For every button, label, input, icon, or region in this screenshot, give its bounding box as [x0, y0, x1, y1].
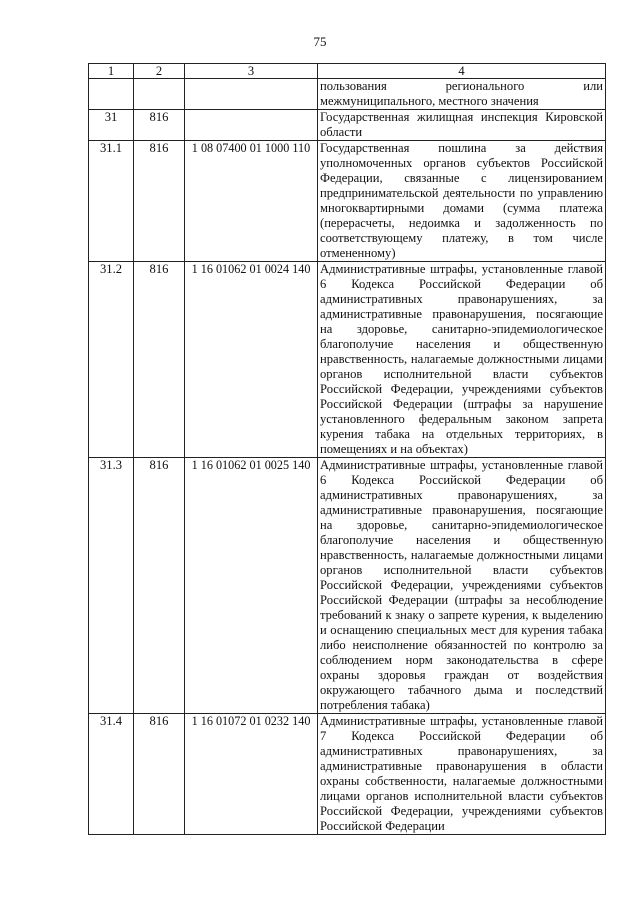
admin-code: 816	[134, 262, 185, 458]
revenue-code	[185, 79, 318, 110]
header-col-2: 2	[134, 64, 185, 79]
row-number	[89, 79, 134, 110]
table-row	[89, 110, 606, 141]
revenue-description: Государственная пошлина за действия уполномоченных органов субъектов Российской Федерации, связанные с лицензированием предпринимательской деятельности по управлению многоквартирными домами (сумма платежа (перерасчеты, недоимка и задолженность по соответствующему платежу, в том числе отмененному)	[318, 141, 606, 262]
header-col-4: 4	[318, 64, 606, 79]
table-row	[89, 714, 606, 835]
revenue-description: Административные штрафы, установленные главой 7 Кодекса Российской Федерации об административных правонарушениях, за административные правонарушения в области охраны собственности, налагаемые должностными лицами органов исполнительной власти субъектов Российской Федерации, учреждениями субъектов Российской Федерации	[318, 714, 606, 835]
revenue-description: Административные штрафы, установленные главой 6 Кодекса Российской Федерации об административных правонарушениях, за административные правонарушения, посягающие на здоровье, санитарно-эпидемиологическое благополучие населения и общественную нравственность, налагаемые должностными лицами органов исполнительной власти субъектов Российской Федерации, учреждениями субъектов Российской Федерации (штрафы за нарушение установленного федеральным законом запрета курения табака на отдельных территориях, в помещениях и на объектах)	[318, 262, 606, 458]
row-number: 31	[89, 110, 134, 141]
revenue-code: 1 16 01072 01 0232 140	[185, 714, 318, 835]
revenue-description: Административные штрафы, установленные главой 6 Кодекса Российской Федерации об административных правонарушениях, за административные правонарушения, посягающие на здоровье, санитарно-эпидемиологическое благополучие населения и общественную нравственность, налагаемые должностными лицами органов исполнительной власти субъектов Российской Федерации, учреждениями субъектов Российской Федерации (штрафы за несоблюдение требований к знаку о запрете курения, к выделению и оснащению специальных мест для курения табака либо неисполнение обязанностей по контролю за соблюдением норм законодательства в сфере охраны здоровья граждан от воздействия окружающего табачного дыма и последствий потребления табака)	[318, 458, 606, 714]
row-number: 31.4	[89, 714, 134, 835]
revenue-code: 1 16 01062 01 0025 140	[185, 458, 318, 714]
row-number: 31.2	[89, 262, 134, 458]
header-row	[89, 64, 606, 79]
admin-code: 816	[134, 110, 185, 141]
table-header	[89, 64, 606, 79]
table-row	[89, 141, 606, 262]
revenue-description: Государственная жилищная инспекция Кировской области	[318, 110, 606, 141]
admin-code: 816	[134, 141, 185, 262]
table-body	[89, 79, 606, 835]
header-col-3: 3	[185, 64, 318, 79]
header-col-1: 1	[89, 64, 134, 79]
table-row	[89, 79, 606, 110]
revenue-code	[185, 110, 318, 141]
table-row	[89, 262, 606, 458]
revenue-description: пользования регионального или межмуниципального, местного значения	[318, 79, 606, 110]
row-number: 31.3	[89, 458, 134, 714]
admin-code: 816	[134, 458, 185, 714]
revenue-code: 1 16 01062 01 0024 140	[185, 262, 318, 458]
row-number: 31.1	[89, 141, 134, 262]
revenue-codes-table	[88, 63, 606, 835]
admin-code: 816	[134, 714, 185, 835]
table-row	[89, 458, 606, 714]
admin-code	[134, 79, 185, 110]
revenue-code: 1 08 07400 01 1000 110	[185, 141, 318, 262]
page-number: 75	[313, 34, 327, 49]
